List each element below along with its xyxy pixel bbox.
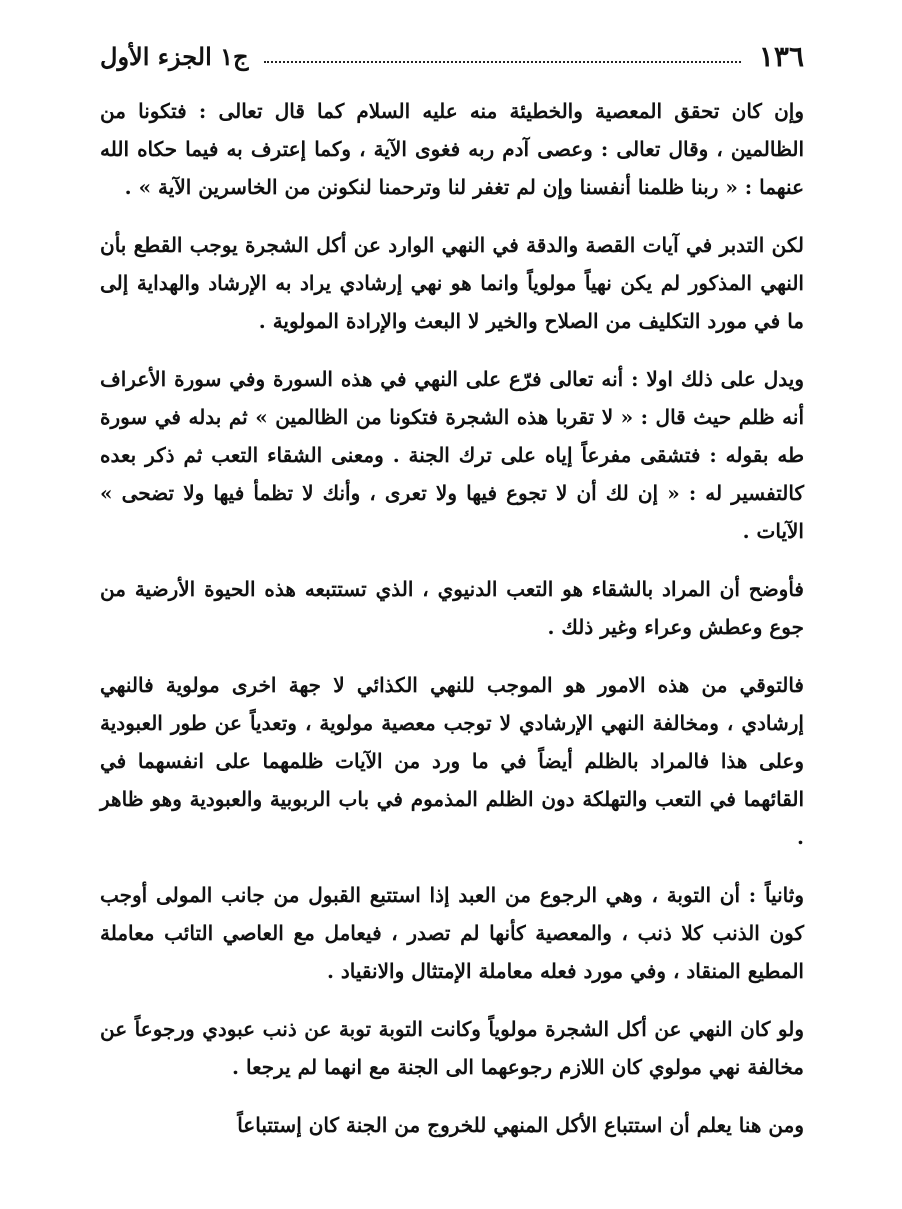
header-dotted-leader <box>264 61 740 63</box>
paragraph-5: فالتوقي من هذه الامور هو الموجب للنهي الكذائي لا جهة اخرى مولوية فالنهي إرشادي ، ومخالفة النهي الإرشادي لا توجب معصية مولوية ، وتعدياً عن طور العبودية وعلى هذا فالمراد بالظلم أيضاً في ما ورد من الآيات ظلمهما على انفسهما في القائهما في التعب والتهلكة دون الظلم المذموم في باب الربوبية والعبودية وهو ظاهر . <box>100 673 805 849</box>
paragraph-3: ويدل على ذلك اولا : أنه تعالى فرّع على النهي في هذه السورة وفي سورة الأعراف أنه ظلم حيث قال : « لا تقربا هذه الشجرة فتكونا من الظالمين » ثم بدله في سورة طه بقوله : فتشقى مفرعاً إياه على ترك الجنة . ومعنى الشقاء التعب ثم ذكر بعده كالتفسير له : « إن لك أن لا تجوع فيها ولا تعرى ، وأنك لا تظمأ فيها ولا تضحى » الآيات . <box>100 367 804 543</box>
running-title: ج١ الجزء الأول <box>100 41 249 71</box>
paragraph-7: ولو كان النهي عن أكل الشجرة مولوياً وكانت التوبة توبة عن ذنب عبودي ورجوعاً عن مخالفة نهي مولوي كان اللازم رجوعهما الى الجنة مع انهما لم يرجعا . <box>100 1017 804 1079</box>
body-text <box>100 92 804 1164</box>
paragraph-2: لكن التدبر في آيات القصة والدقة في النهي الوارد عن أكل الشجرة يوجب القطع بأن النهي المذكور لم يكن نهياً مولوياً وانما هو نهي إرشادي يراد به الإرشاد والهداية إلى ما في مورد التكليف من الصلاح والخير لا البعث والإرادة المولوية . <box>100 233 804 333</box>
page-header <box>100 36 804 76</box>
paragraph-6: وثانياً : أن التوبة ، وهي الرجوع من العبد إذا استتبع القبول من جانب المولى أوجب كون الذنب كلا ذنب ، والمعصية كأنها لم تصدر ، فيعامل مع العاصي التائب معاملة المطيع المنقاد ، وفي مورد فعله معاملة الإمتثال والانقياد . <box>100 883 804 983</box>
paragraph-8: ومن هنا يعلم أن استتباع الأكل المنهي للخروج من الجنة كان إستتباعاً <box>237 1113 804 1137</box>
page-number: ١٣٦ <box>758 39 804 73</box>
paragraph-4: فأوضح أن المراد بالشقاء هو التعب الدنيوي ، الذي تستتبعه هذه الحيوة الأرضية من جوع وعطش وعراء وغير ذلك . <box>100 577 804 639</box>
paragraph-1: وإن كان تحقق المعصية والخطيئة منه عليه السلام كما قال تعالى : فتكونا من الظالمين ، وقال تعالى : وعصى آدم ربه فغوى الآية ، وكما إعترف به فيما حكاه الله عنهما : « ربنا ظلمنا أنفسنا وإن لم تغفر لنا وترحمنا لنكونن من الخاسرين الآية » . <box>100 99 804 199</box>
